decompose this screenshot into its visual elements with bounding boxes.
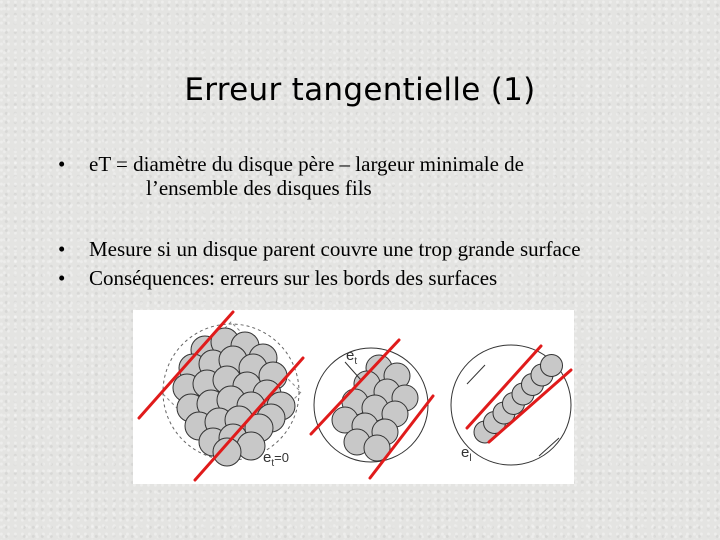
- slide-title: Erreur tangentielle (1): [184, 72, 536, 108]
- bullet-text: Conséquences: erreurs sur les bords des surfaces: [89, 266, 498, 290]
- bullet-marker: •: [58, 152, 66, 176]
- child-discs-left: [173, 328, 295, 466]
- bullet-list: [58, 152, 698, 290]
- label-et-middle: $e_t$: [346, 347, 358, 367]
- disc-diagram: [133, 310, 574, 484]
- bullet-marker: •: [58, 237, 66, 261]
- bullet-text: eT = diamètre du disque père – largeur minimale de: [89, 152, 525, 176]
- bullet-marker: •: [58, 266, 66, 290]
- el-measure-line-a: [467, 365, 485, 384]
- et-measure-line: [345, 362, 361, 380]
- bullet-text-continuation: l’ensemble des disques fils: [146, 176, 372, 200]
- label-el: $e_l$: [461, 444, 472, 464]
- child-disc: [237, 432, 265, 460]
- child-discs-middle: [332, 355, 418, 461]
- bullet-text: Mesure si un disque parent couvre une trop grande surface: [89, 237, 581, 261]
- label-et-zero: $e_t=0$: [263, 449, 289, 469]
- bullet-item: [58, 266, 698, 290]
- child-disc: [541, 355, 563, 377]
- bullet-item: [58, 152, 698, 200]
- el-measure-line-b: [539, 438, 559, 456]
- bullet-item: [58, 237, 698, 261]
- child-discs-right: [474, 355, 563, 444]
